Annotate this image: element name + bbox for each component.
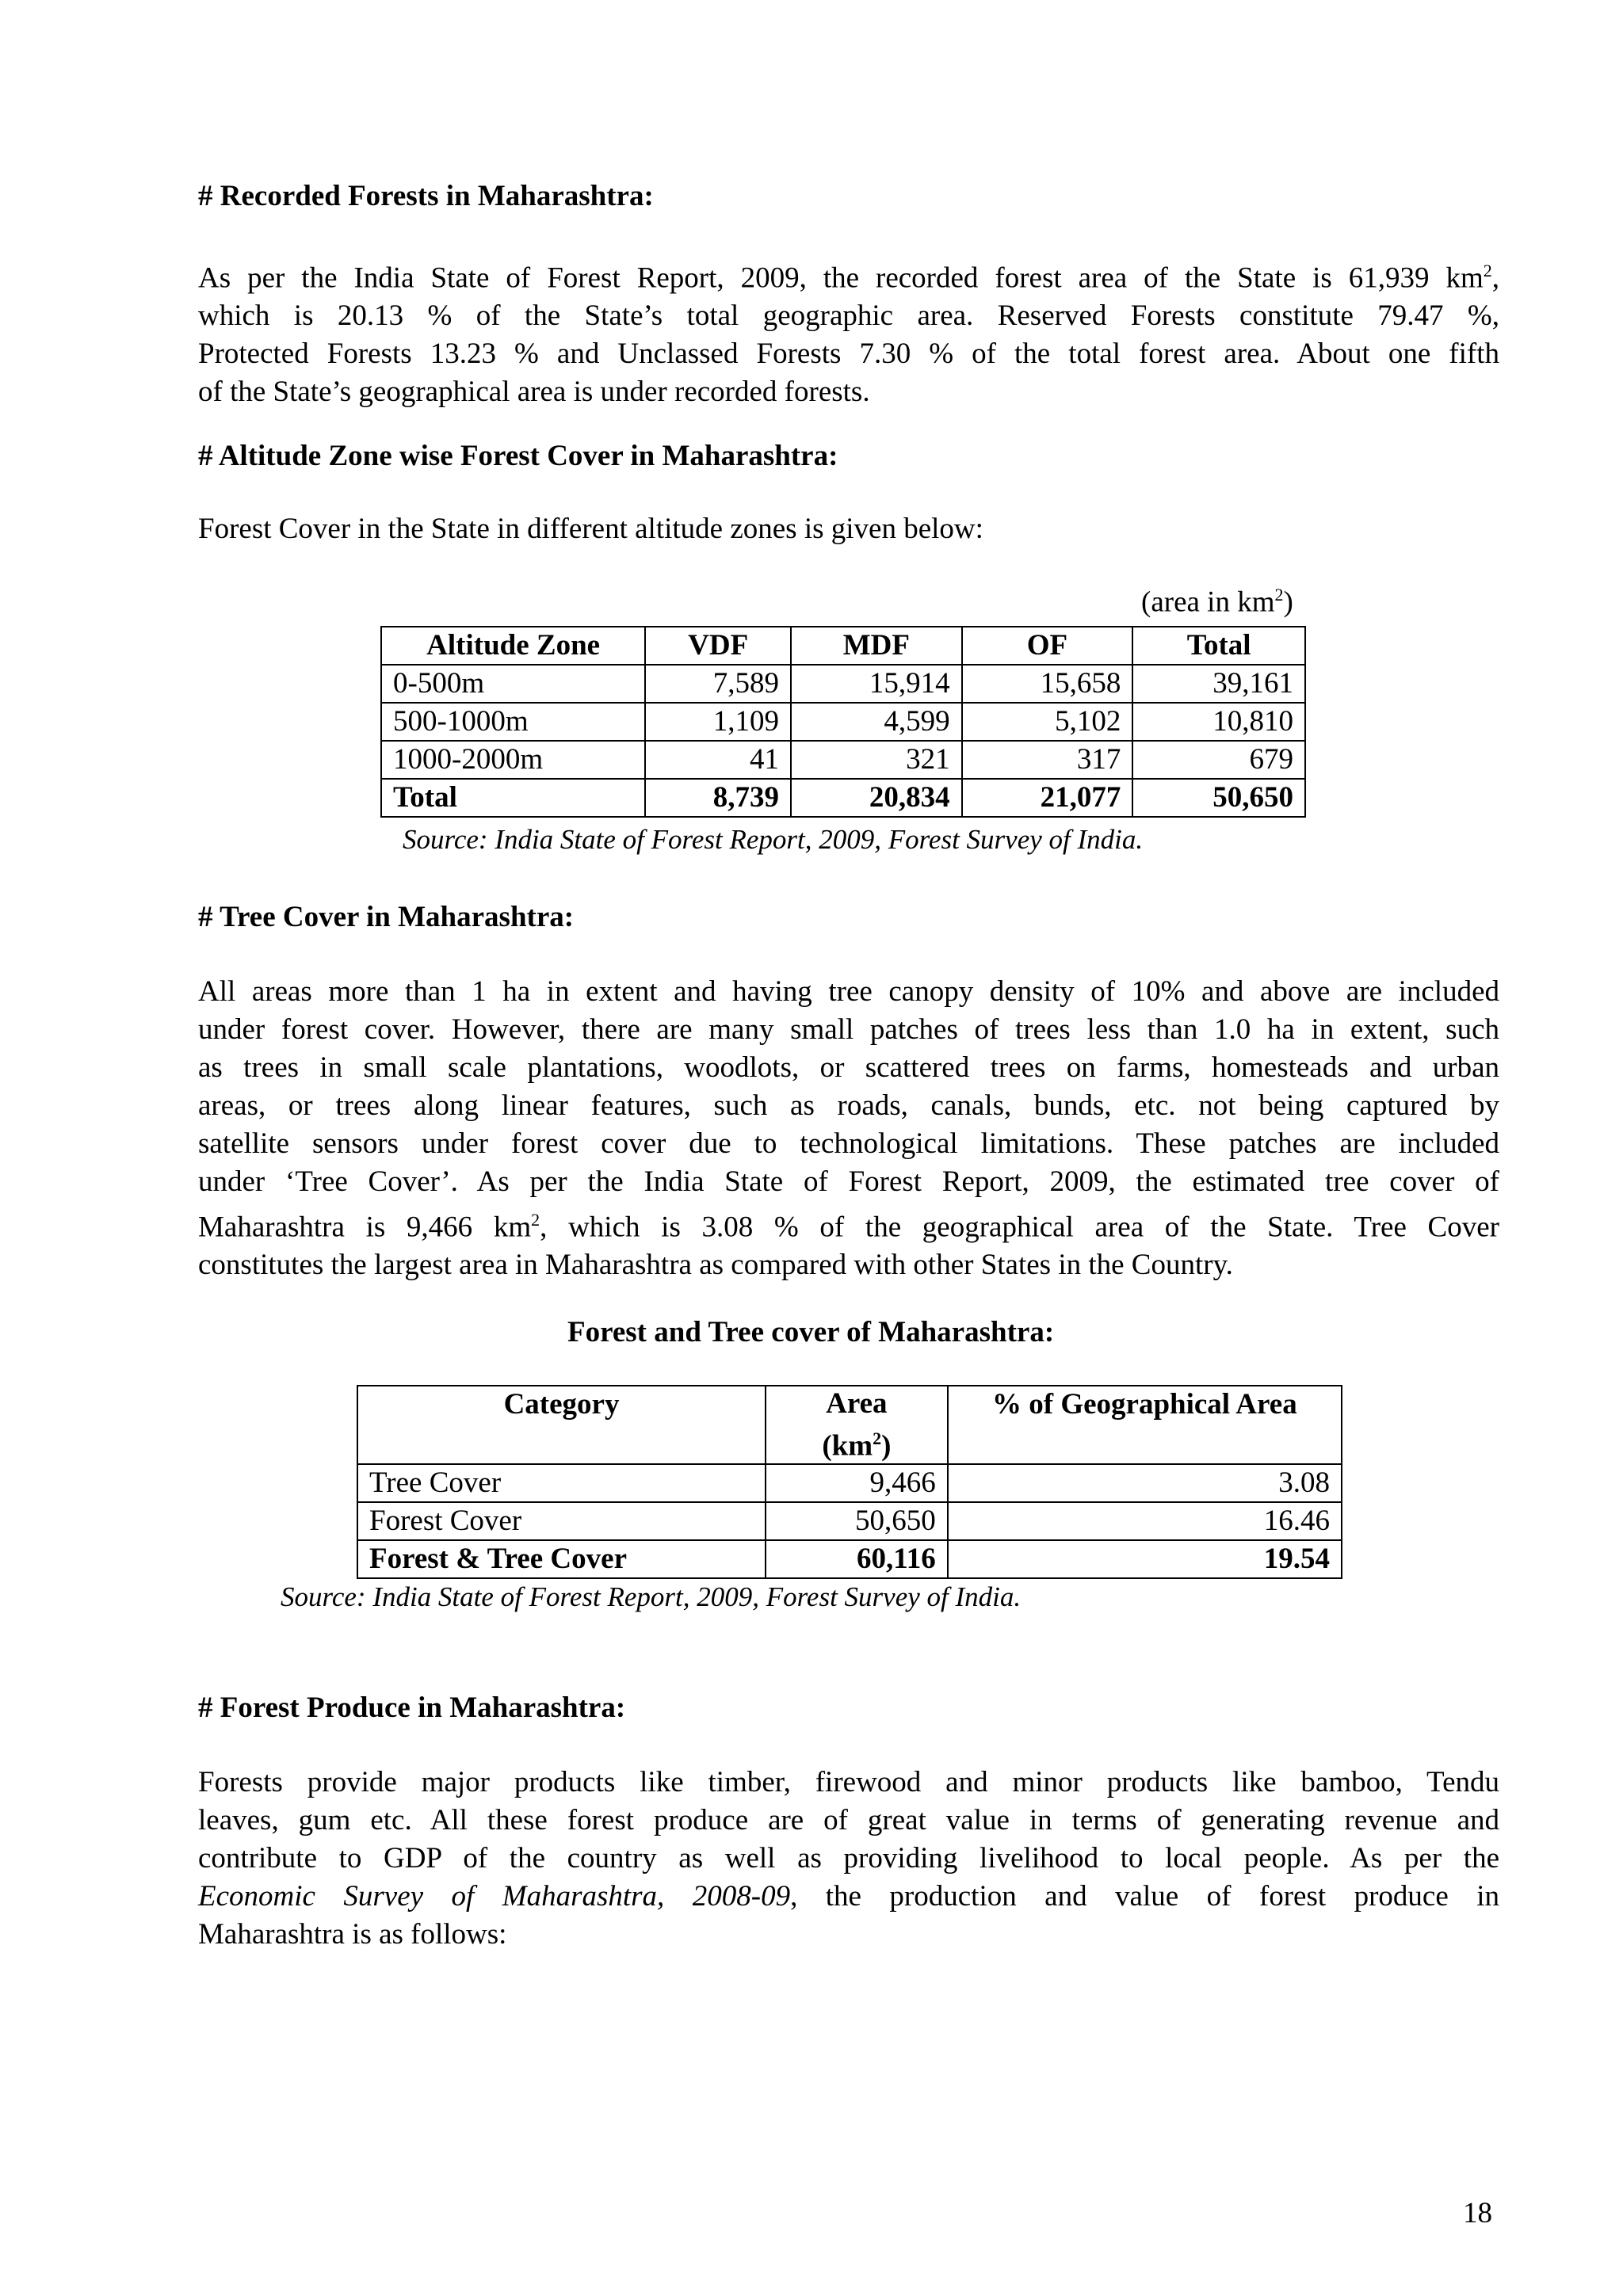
cell: 8,739 [645,779,791,817]
table-row [357,1464,1342,1502]
heading-recorded-forests: # Recorded Forests in Maharashtra: [198,180,654,212]
text-line: areas, or trees along linear features, such as roads, canals, bunds, etc. not being captured by [198,1089,1499,1122]
text-line: All areas more than 1 ha in extent and having tree canopy density of 10% and above are included [198,975,1499,1008]
cell: 60,116 [766,1540,948,1578]
paragraph-forest-produce [198,1764,1499,1954]
cell: 3.08 [948,1464,1342,1502]
header-percent-geographical-area: % of Geographical Area [948,1386,1342,1464]
cell: 0-500m [381,665,645,703]
table-total-row [381,779,1305,817]
cell: 9,466 [766,1464,948,1502]
header-altitude-zone: Altitude Zone [381,627,645,665]
heading-altitude-zone: # Altitude Zone wise Forest Cover in Maharashtra: [198,440,838,472]
header-total: Total [1132,627,1305,665]
header-vdf: VDF [645,627,791,665]
cell: 16.46 [948,1502,1342,1540]
text-line: which is 20.13 % of the State’s total geographic area. Reserved Forests constitute 79.47 %, [198,299,1499,333]
text-line: as trees in small scale plantations, woodlots, or scattered trees on farms, homesteads and urban [198,1051,1499,1084]
table-row [381,665,1305,703]
cell: 39,161 [1132,665,1305,703]
cell: 10,810 [1132,703,1305,741]
cell: 15,914 [791,665,962,703]
cell: 321 [791,741,962,779]
paragraph-recorded-forests [198,252,1499,411]
cell: 317 [962,741,1133,779]
table-row [381,741,1305,779]
cell: 5,102 [962,703,1133,741]
table-header-row [381,627,1305,665]
heading-forest-produce: # Forest Produce in Maharashtra: [198,1691,626,1724]
cell: Tree Cover [357,1464,766,1502]
altitude-table [380,626,1306,818]
forest-tree-source: Source: India State of Forest Report, 2009, Forest Survey of India. [281,1581,1022,1612]
cell: 4,599 [791,703,962,741]
altitude-intro: Forest Cover in the State in different altitude zones is given below: [198,513,983,545]
text-line: constitutes the largest area in Maharashtra as compared with other States in the Country. [198,1249,1233,1282]
altitude-source: Source: India State of Forest Report, 2009, Forest Survey of India. [403,824,1144,855]
unit-label: (area in $km^2$) [1141,585,1293,619]
cell: 50,650 [766,1502,948,1540]
text-line: Maharashtra is 9,466 $km^2$, which is 3.08 % of the geographical area of the State. Tree Cover [198,1210,1499,1244]
forest-tree-caption: Forest and Tree cover of Maharashtra: [567,1316,1055,1348]
text-line: Protected Forests 13.23 % and Unclassed Forests 7.30 % of the total forest area. About one fifth [198,338,1499,371]
text-line: leaves, gum etc. All these forest produce are of great value in terms of generating revenue and [198,1804,1499,1836]
cell: 1,109 [645,703,791,741]
cell: 41 [645,741,791,779]
cell: 50,650 [1132,779,1305,817]
cell: Forest & Tree Cover [357,1540,766,1578]
header-mdf: MDF [791,627,962,665]
text-line: under forest cover. However, there are many small patches of trees less than 1.0 ha in extent, such [198,1013,1499,1046]
cell: 7,589 [645,665,791,703]
cell: 19.54 [948,1540,1342,1578]
text-line: under ‘Tree Cover’. As per the India State of Forest Report, 2009, the estimated tree cover of [198,1165,1499,1198]
text-line: satellite sensors under forest cover due to technological limitations. These patches are included [198,1127,1499,1160]
paragraph-tree-cover [198,973,1499,1284]
cell: Forest Cover [357,1502,766,1540]
table-row [381,703,1305,741]
forest-tree-table [357,1385,1342,1579]
cell: 21,077 [962,779,1133,817]
cell: 15,658 [962,665,1133,703]
cell: 679 [1132,741,1305,779]
table-total-row [357,1540,1342,1578]
text-line: Economic Survey of Maharashtra, 2008-09, the production and value of forest produce in [198,1880,1499,1913]
header-of: OF [962,627,1133,665]
cell: Total [381,779,645,817]
header-category: Category [357,1386,766,1464]
text-line: contribute to GDP of the country as well as providing livelihood to local people. As per the [198,1842,1499,1875]
heading-tree-cover: # Tree Cover in Maharashtra: [198,901,575,933]
cell: 500-1000m [381,703,645,741]
cell: 1000-2000m [381,741,645,779]
text-line: As per the India State of Forest Report, 2009, the recorded forest area of the State is 61,939 $km^2$, [198,261,1499,295]
page-number: 18 [1463,2197,1492,2229]
table-header-row [357,1386,1342,1464]
header-area: Area $(km^2)$ [766,1386,948,1464]
table-row [357,1502,1342,1540]
text-line: Forests provide major products like timber, firewood and minor products like bamboo, Tendu [198,1766,1499,1798]
text-line: of the State’s geographical area is under recorded forests. [198,376,870,409]
cell: 20,834 [791,779,962,817]
text-line: Maharashtra is as follows: [198,1918,507,1951]
